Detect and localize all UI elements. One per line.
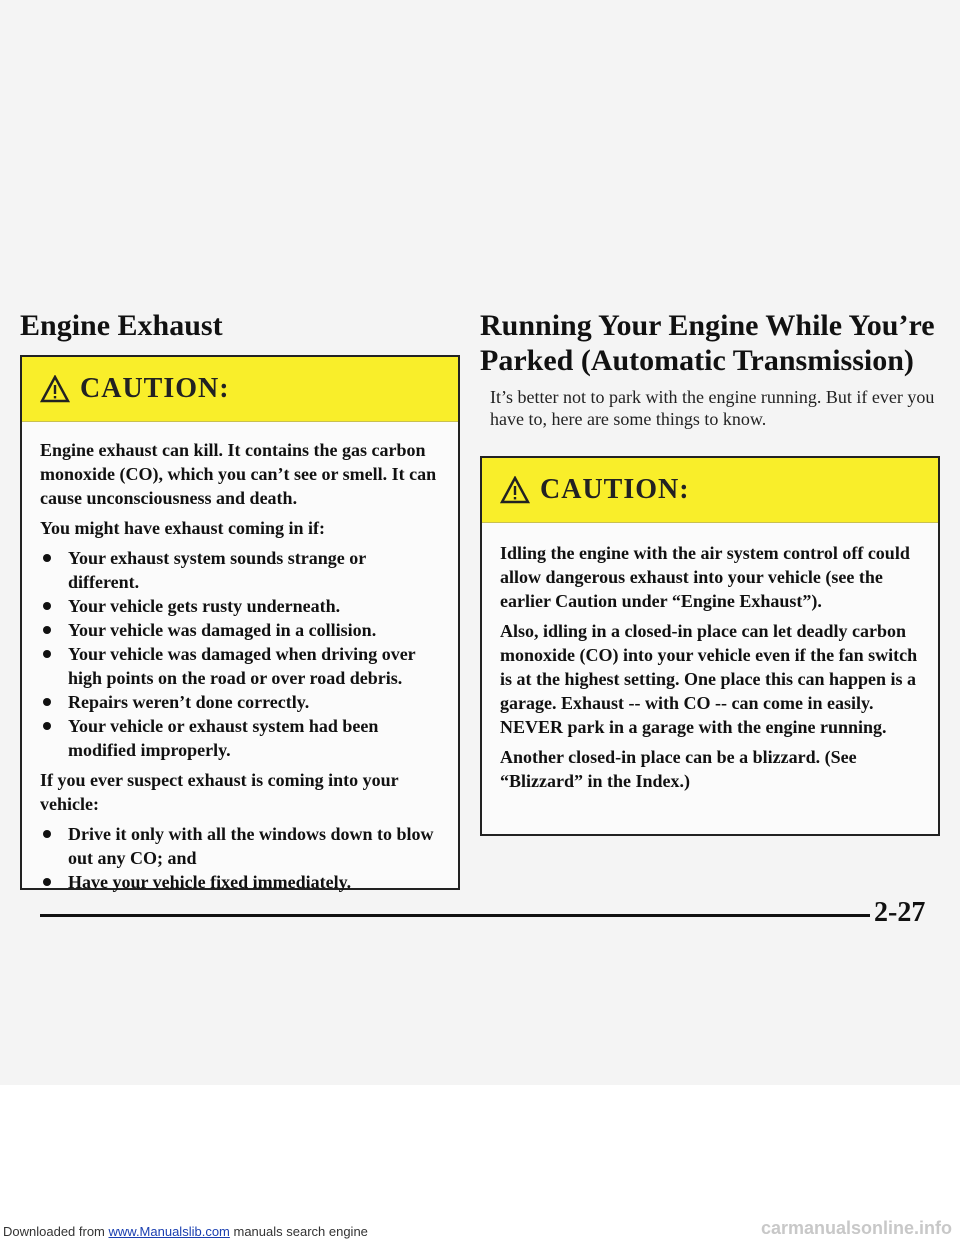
- list-item: Repairs weren’t done correctly.: [40, 690, 440, 714]
- warning-triangle-icon: [40, 375, 70, 403]
- list-item: Your vehicle or exhaust system had been modified improperly.: [40, 714, 440, 762]
- caution-paragraph: Idling the engine with the air system control off could allow dangerous exhaust into your vehicle (see the earlier Caution under “Engine Exhaust”).: [500, 543, 910, 611]
- engine-exhaust-title: Engine Exhaust: [20, 309, 223, 342]
- exhaust-signs-list: [40, 546, 440, 762]
- engine-exhaust-section: [20, 308, 460, 890]
- list-item: Your vehicle gets rusty underneath.: [40, 594, 440, 618]
- download-prefix: Downloaded from: [3, 1224, 109, 1239]
- running-engine-parked-section: [480, 308, 940, 836]
- caution-body: [482, 523, 938, 813]
- manualslib-link[interactable]: www.Manualslib.com: [108, 1224, 230, 1239]
- list-item: Your vehicle was damaged when driving over high points on the road or over road debris.: [40, 642, 440, 690]
- list-item: Your vehicle was damaged in a collision.: [40, 618, 440, 642]
- page-number: 2-27: [874, 897, 926, 928]
- caution-paragraph: Another closed-in place can be a blizzard. (See “Blizzard” in the Index.): [500, 747, 857, 791]
- caution-body: [22, 422, 458, 914]
- list-item: Drive it only with all the windows down to blow out any CO; and: [40, 822, 440, 870]
- running-engine-caution-box: [480, 456, 940, 836]
- list-item: Have your vehicle fixed immediately.: [40, 870, 440, 894]
- footer-rule: [40, 914, 870, 917]
- caution-header: [22, 357, 458, 422]
- caution-paragraph: Also, idling in a closed-in place can let deadly carbon monoxide (CO) into your vehicle even if the fan switch is at the highest setting. One place this can happen is a garage. Exhaust -- with CO -- can come in easily. NEVER park in a garage with the engine running.: [500, 621, 918, 737]
- caution-paragraph: Engine exhaust can kill. It contains the gas carbon monoxide (CO), which you can’t see or smell. It can cause unconsciousness and death.: [40, 440, 437, 508]
- caution-header: [482, 458, 938, 523]
- caution-paragraph: If you ever suspect exhaust is coming into your vehicle:: [40, 770, 399, 814]
- caution-label: CAUTION:: [80, 373, 230, 404]
- download-suffix: manuals search engine: [229, 1224, 368, 1239]
- caution-paragraph: You might have exhaust coming in if:: [40, 518, 326, 538]
- warning-triangle-icon: [500, 476, 530, 504]
- list-item: Your exhaust system sounds strange or different.: [40, 546, 440, 594]
- engine-exhaust-caution-box: [20, 355, 460, 890]
- watermark: carmanualsonline.info: [760, 1218, 952, 1238]
- running-engine-parked-title: Running Your Engine While You’re Parked (Automatic Transmission): [480, 309, 935, 377]
- intro-text: It’s better not to park with the engine running. But if ever you have to, here are some things to know.: [490, 387, 935, 429]
- caution-label: CAUTION:: [540, 474, 690, 505]
- exhaust-actions-list: [40, 822, 440, 894]
